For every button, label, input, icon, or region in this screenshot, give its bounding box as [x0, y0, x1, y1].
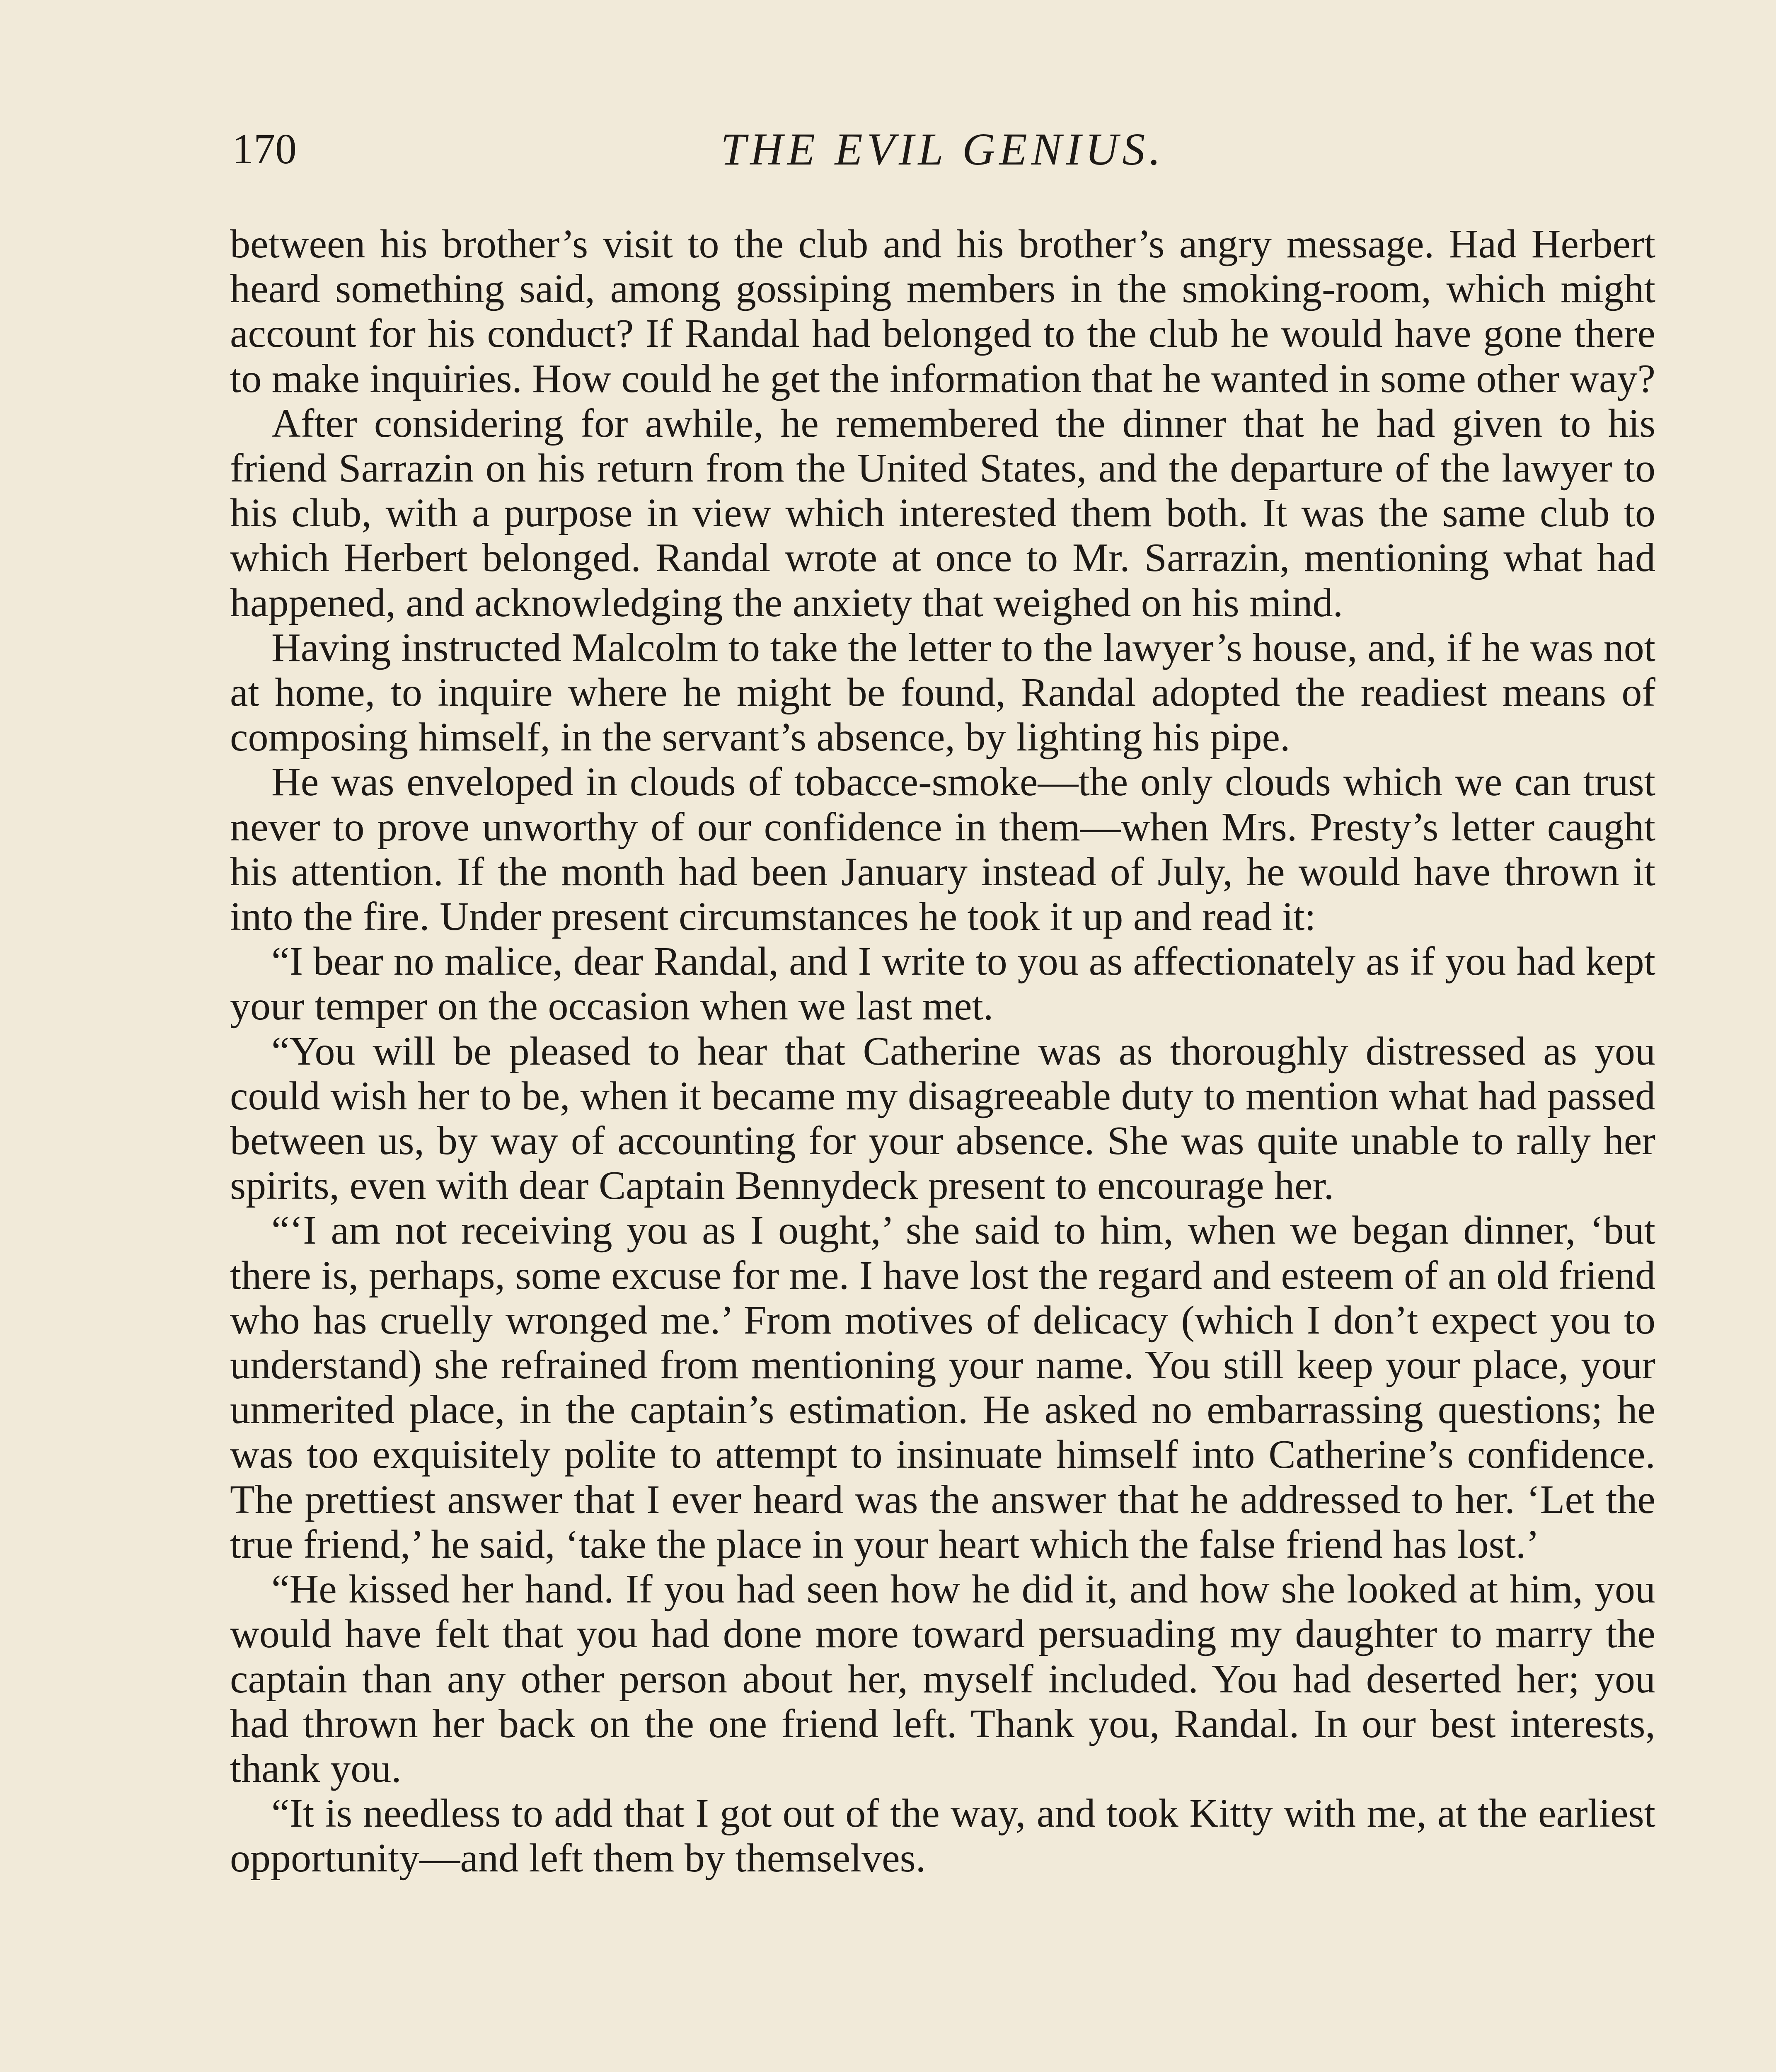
paragraph: After considering for awhile, he remembered the dinner that he had given to his friend Sarrazin on his return from the United States, and the departure of the lawyer to his club, with a purpose in view which interested them both. It was the same club to which Herbert belonged. Randal wrote at once to Mr. Sarrazin, mentioning what had happened, and acknowledging the anxiety that weighed on his mind.	[230, 401, 1655, 625]
body-text	[230, 222, 1655, 1881]
paragraph: “It is needless to add that I got out of the way, and took Kitty with me, at the earliest opportunity—and left them by themselves.	[230, 1791, 1655, 1881]
running-title: THE EVIL GENIUS.	[721, 124, 1165, 174]
page-header	[232, 120, 1653, 182]
page-number: 170	[232, 125, 297, 173]
paragraph: between his brother’s visit to the club and his brother’s angry message. Had Herbert heard something said, among gossiping members in the smoking-room, which might account for his conduct? If Randal had belonged to the club he would have gone there to make inquiries. How could he get the information that he wanted in some other way?	[230, 222, 1655, 401]
paragraph: “He kissed her hand. If you had seen how he did it, and how she looked at him, you would have felt that you had done more toward persuading my daughter to marry the captain than any other person about her, myself included. You had deserted her; you had thrown her back on the one friend left. Thank you, Randal. In our best interests, thank you.	[230, 1567, 1655, 1791]
paragraph: Having instructed Malcolm to take the letter to the lawyer’s house, and, if he was not at home, to inquire where he might be found, Randal adopted the readiest means of composing himself, in the servant’s absence, by lighting his pipe.	[230, 625, 1655, 760]
paragraph: “You will be pleased to hear that Catherine was as thoroughly distressed as you could wish her to be, when it became my disagreeable duty to mention what had passed between us, by way of accounting for your absence. She was quite unable to rally her spirits, even with dear Captain Bennydeck present to encourage her.	[230, 1029, 1655, 1208]
paragraph: “‘I am not receiving you as I ought,’ she said to him, when we began dinner, ‘but there is, perhaps, some excuse for me. I have lost the regard and esteem of an old friend who has cruelly wronged me.’ From motives of delicacy (which I don’t expect you to understand) she refrained from mentioning your name. You still keep your place, your unmerited place, in the captain’s estimation. He asked no embarrassing questions; he was too exquisitely polite to attempt to insinuate himself into Catherine’s confidence. The prettiest answer that I ever heard was the answer that he addressed to her. ‘Let the true friend,’ he said, ‘take the place in your heart which the false friend has lost.’	[230, 1208, 1655, 1567]
paragraph: He was enveloped in clouds of tobacce-smoke—the only clouds which we can trust never to prove unworthy of our confidence in them—when Mrs. Presty’s letter caught his attention. If the month had been January instead of July, he would have thrown it into the fire. Under present circumstances he took it up and read it:	[230, 760, 1655, 939]
paragraph: “I bear no malice, dear Randal, and I write to you as affectionately as if you had kept your temper on the occasion when we last met.	[230, 939, 1655, 1029]
